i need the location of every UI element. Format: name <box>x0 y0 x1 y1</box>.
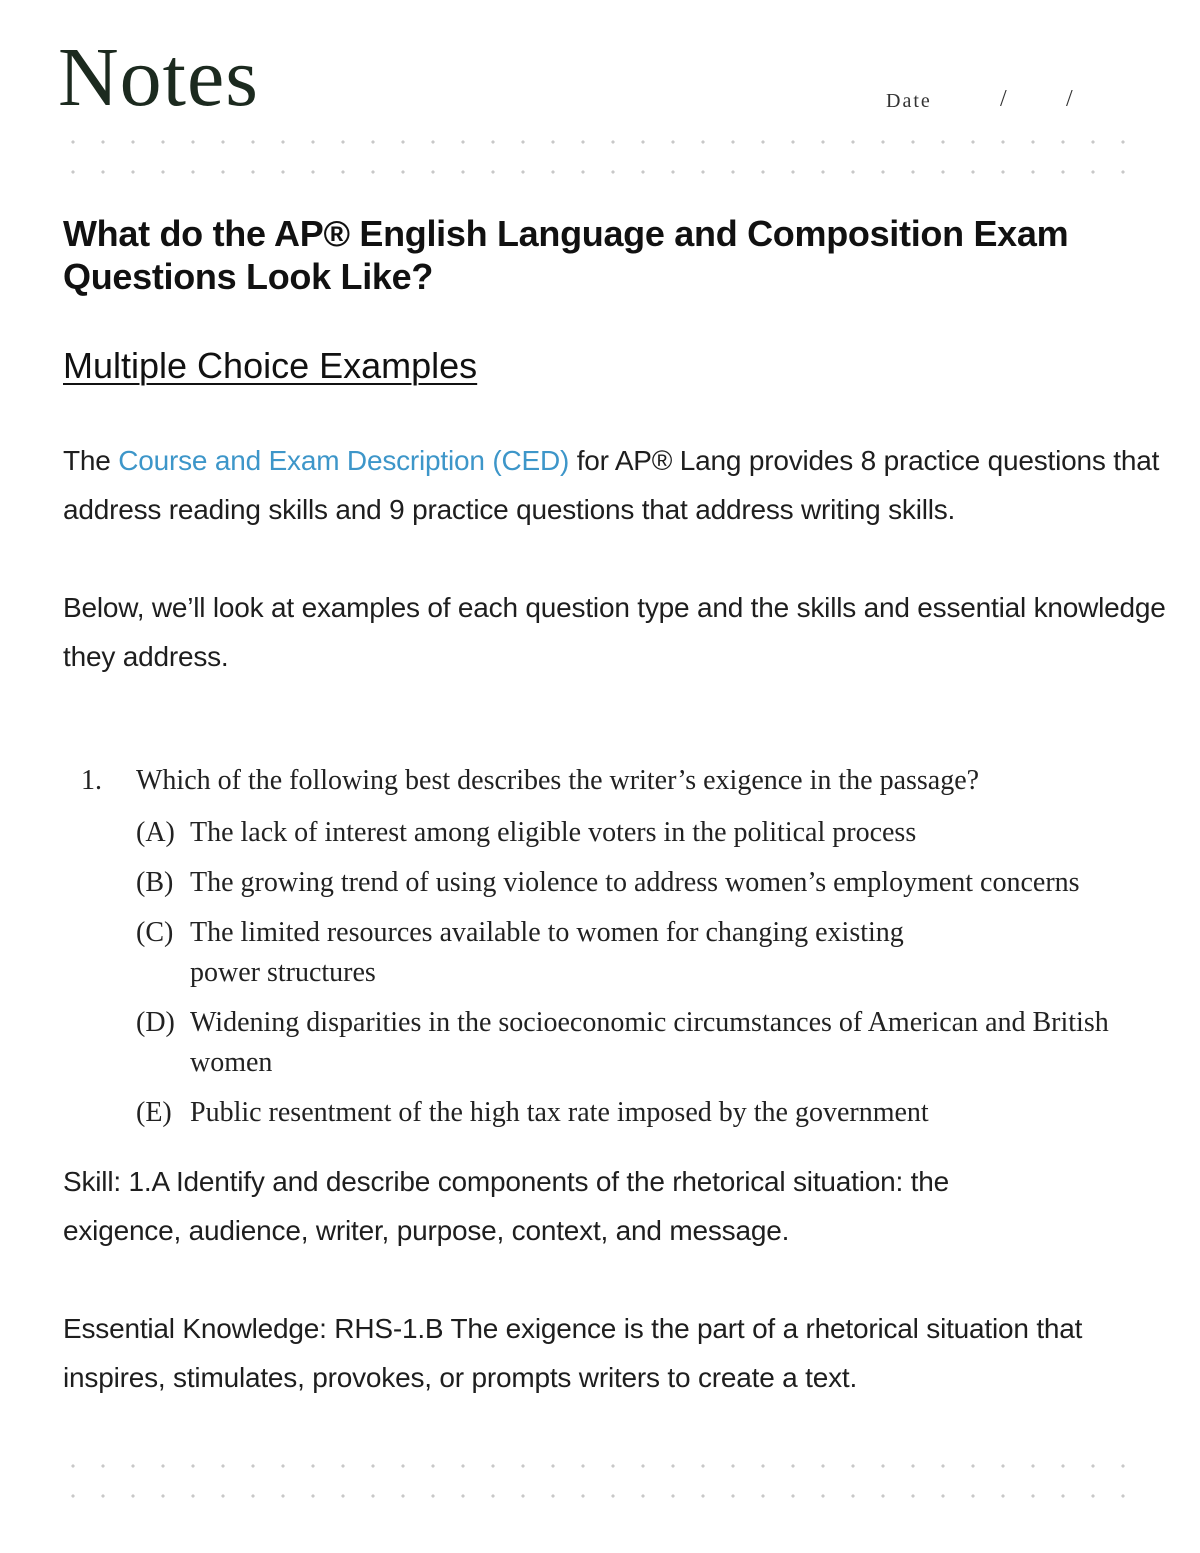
skill-paragraph: Skill: 1.A Identify and describe components of the rhetorical situation: the exigence, audience, writer, purpose, context, and message. <box>63 1166 949 1246</box>
intro-text-end: for AP® Lang provides 8 practice questions that address reading skills and 9 practice questions that address writing skills. <box>63 445 1160 525</box>
question-stem <box>81 763 1183 799</box>
choice-letter: (C) <box>136 917 174 948</box>
essential-knowledge-paragraph: Essential Knowledge: RHS-1.B The exigence is the part of a rhetorical situation that inspires, stimulates, provokes, or prompts writers to create a text. <box>63 1313 1083 1393</box>
answer-choice <box>136 863 1183 903</box>
choice-text: Widening disparities in the socioeconomic circumstances of American and British women <box>190 1007 1109 1078</box>
ced-link[interactable]: Course and Exam Description (CED) <box>118 445 570 476</box>
overview-paragraph: Below, we’ll look at examples of each question type and the skills and essential knowledge they address. <box>63 592 1166 672</box>
sample-question <box>81 763 1183 1133</box>
notes-title: Notes <box>58 31 259 124</box>
answer-choice <box>136 913 1183 993</box>
answer-choice <box>136 1003 1183 1083</box>
intro-text-start: The <box>63 445 119 476</box>
choice-letter: (D) <box>136 1007 175 1038</box>
choice-letter: (B) <box>136 867 174 898</box>
page-heading: What do the AP® English Language and Composition Exam Questions Look Like? <box>63 213 1069 297</box>
choice-text: The limited resources available to women for changing existing power structures <box>190 917 904 988</box>
dotted-divider <box>58 1494 1148 1498</box>
choice-text: The lack of interest among eligible voters in the political process <box>190 817 917 848</box>
date-separator: / <box>1000 86 1007 112</box>
document-body <box>63 212 1183 1402</box>
choice-text: Public resentment of the high tax rate imposed by the government <box>190 1097 929 1128</box>
date-separator: / <box>1066 86 1073 112</box>
answer-choice <box>136 1093 1183 1133</box>
dotted-divider <box>58 170 1148 174</box>
dotted-divider <box>58 1464 1148 1468</box>
answer-choice <box>136 813 1183 853</box>
choice-text: The growing trend of using violence to address women’s employment concerns <box>190 867 1080 898</box>
choice-letter: (E) <box>136 1097 172 1128</box>
dotted-divider <box>58 140 1148 144</box>
question-text: Which of the following best describes the writer’s exigence in the passage? <box>136 765 980 796</box>
intro-paragraph <box>63 436 1183 534</box>
question-number: 1. <box>81 765 102 796</box>
date-label: Date <box>886 90 932 112</box>
section-subheading: Multiple Choice Examples <box>63 345 478 386</box>
choice-letter: (A) <box>136 817 175 848</box>
